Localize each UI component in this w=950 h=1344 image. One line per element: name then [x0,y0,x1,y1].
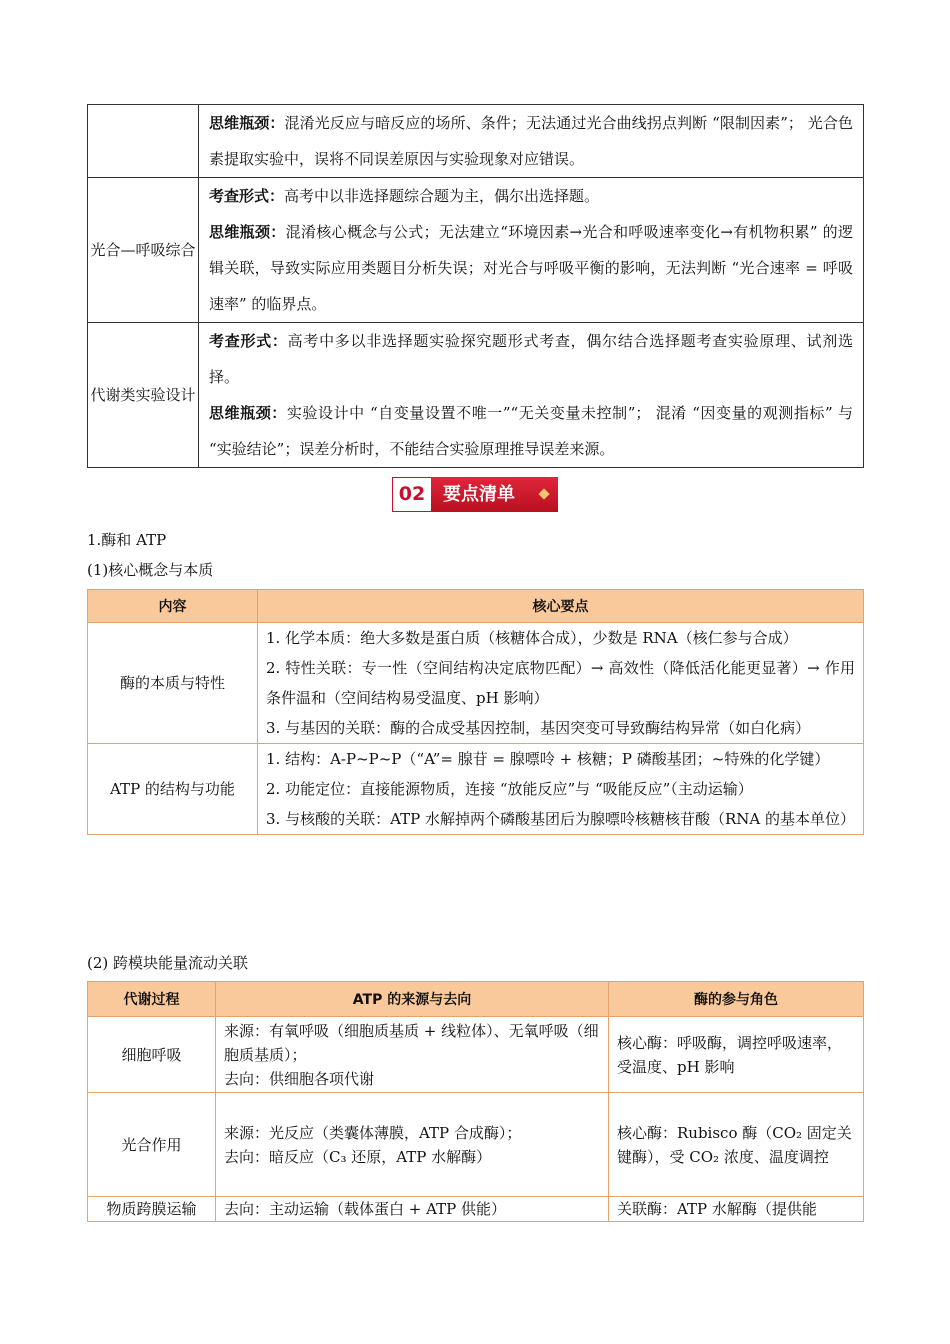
atp-line: 去向：主动运输（载体蛋白 + ATP 供能） [224,1200,506,1218]
subsection-title: (1)核心概念与本质 [87,561,214,579]
item-key: 考查形式： [209,187,285,205]
list-item: 3. 与基因的关联：酶的合成受基因控制，基因突变可导致酶结构异常（如白化病） [266,719,811,737]
table-row [88,178,864,323]
table-header-row [88,982,864,1017]
row-content [258,744,864,835]
table-row [88,105,864,178]
item-text: 高考中以非选择题综合题为主，偶尔出选择题。 [284,187,600,205]
item-key: 思维瓶颈： [209,404,287,422]
badge-title: 要点清单 [431,477,558,512]
list-item: 2. 功能定位：直接能源物质，连接 “放能反应”与 “吸能反应”（主动运输） [266,780,753,798]
row-label: ATP 的结构与功能 [88,744,258,835]
content-item [209,214,853,322]
enzyme-text: 关联酶：ATP 水解酶（提供能 [617,1200,817,1218]
column-header: 代谢过程 [88,982,216,1017]
table-row [88,1093,864,1197]
item-text: 混淆核心概念与公式；无法建立“环境因素→光合和呼吸速率变化→有机物积累” 的逻辑关联，导致实际应用类题目分析失误；对光合与呼吸平衡的影响，无法判断 “光合速率 = 呼吸速率” 的临界点。 [209,223,853,313]
content-item [209,395,853,467]
row-content [199,178,864,323]
enzyme-cell: 核心酶：呼吸酶，调控呼吸速率，受温度、pH 影响 [609,1017,864,1093]
energy-flow-table [87,981,864,1222]
row-label: 光合—呼吸综合 [88,178,199,323]
row-label: 光合作用 [88,1093,216,1197]
content-item [209,323,853,395]
column-header: ATP 的来源与去向 [216,982,609,1017]
list-item: 2. 特性关联：专一性（空间结构决定底物匹配）→ 高效性（降低活化能更显著）→ 作用条件温和（空间结构易受温度、pH 影响） [266,659,855,707]
item-key: 思维瓶颈： [209,114,285,132]
row-content [258,623,864,744]
atp-line: 去向：暗反应（C₃ 还原，ATP 水解酶） [224,1147,492,1166]
row-label [88,105,199,178]
row-label: 酶的本质与特性 [88,623,258,744]
atp-cell [216,1093,609,1197]
row-label: 代谢类实验设计 [88,323,199,468]
section-badge [392,477,558,512]
table-row [88,744,864,835]
atp-line: 来源：有氧呼吸（细胞质基质 + 线粒体）、无氧呼吸（细胞质基质）； [224,1021,599,1064]
top-summary-table [87,104,864,468]
item-text: 实验设计中 “自变量设置不唯一”“无关变量未控制”； 混淆 “因变量的观测指标” 与 “实验结论”；误差分析时，不能结合实验原理推导误差来源。 [209,404,853,458]
item-key: 考查形式： [209,332,288,350]
atp-line: 去向：供细胞各项代谢 [224,1069,375,1088]
badge-number: 02 [392,477,432,512]
table-row [88,323,864,468]
row-content [199,105,864,178]
table-row [88,1017,864,1093]
row-content [199,323,864,468]
enzyme-cell [609,1197,864,1222]
item-text: 高考中多以非选择题实验探究题形式考查，偶尔结合选择题考查实验原理、试剂选择。 [209,332,853,386]
list-item: 1. 化学本质：绝大多数是蛋白质（核糖体合成），少数是 RNA（核仁参与合成） [266,629,798,647]
item-key: 思维瓶颈： [209,223,286,241]
item-text: 混淆光反应与暗反应的场所、条件；无法通过光合曲线拐点判断 “限制因素”； 光合色素提取实验中，误将不同误差原因与实验现象对应错误。 [209,114,853,168]
table-row [88,1197,864,1222]
atp-cell [216,1017,609,1093]
list-item: 1. 结构：A-P~P~P（“A”= 腺苷 = 腺嘌呤 + 核糖；P 磷酸基团；~特殊的化学键） [266,750,830,768]
list-item: 3. 与核酸的关联：ATP 水解掉两个磷酸基团后为腺嘌呤核糖核苷酸（RNA 的基本单位） [266,810,855,828]
column-header: 核心要点 [258,590,864,623]
column-header: 酶的参与角色 [609,982,864,1017]
core-concept-table [87,589,864,835]
row-label: 细胞呼吸 [88,1017,216,1093]
subsection-title: (2) 跨模块能量流动关联 [87,954,249,972]
table-row [88,623,864,744]
content-item [209,178,853,214]
enzyme-cell: 核心酶：Rubisco 酶（CO₂ 固定关键酶），受 CO₂ 浓度、温度调控 [609,1093,864,1197]
table-header-row [88,590,864,623]
column-header: 内容 [88,590,258,623]
atp-cell [216,1197,609,1222]
row-label: 物质跨膜运输 [88,1197,216,1222]
section-title: 1.酶和 ATP [87,531,167,549]
atp-line: 来源：光反应（类囊体薄膜，ATP 合成酶）； [224,1123,522,1142]
